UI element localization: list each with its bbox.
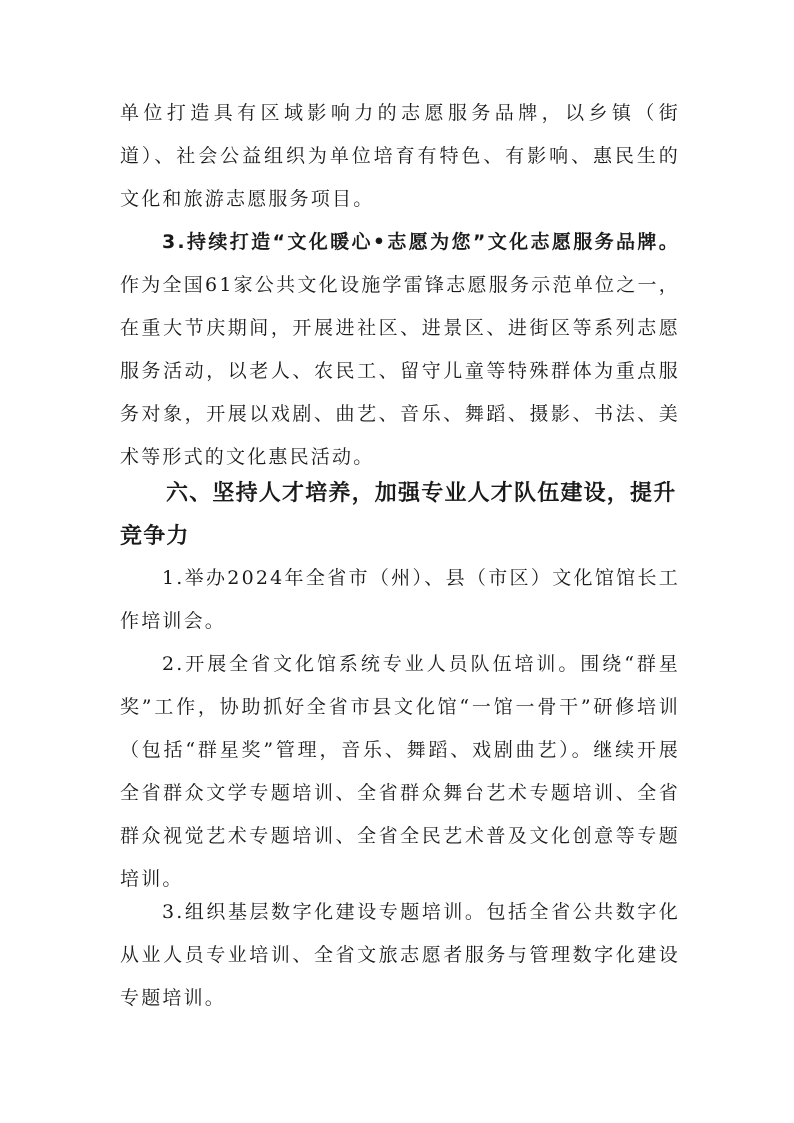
section-6-item-3: 3.组织基层数字化建设专题培训。包括全省公共数字化从业人员专业培训、全省文旅志愿者服务与管理数字化建设专题培训。 — [120, 901, 680, 1009]
paragraph-brand-3-title: 3.持续打造“文化暖心•志愿为您”文化志愿服务品牌。 — [162, 231, 680, 253]
section-6-item-2: 2.开展全省文化馆系统专业人员队伍培训。围绕“群星奖”工作，协助抓好全省市县文化馆“一馆一骨干”研修培训（包括“群星奖”管理，音乐、舞蹈、戏剧曲艺）。继续开展全省群众文学专题培训、全省群众舞台艺术专题培训、全省群众视觉艺术专题培训、全省全民艺术普及文化创意等专题培训。 — [120, 653, 680, 890]
paragraph-brand-3 — [120, 221, 680, 479]
paragraph-continuation: 单位打造具有区域影响力的志愿服务品牌，以乡镇（街道）、社会公益组织为单位培育有特色、有影响、惠民生的文化和旅游志愿服务项目。 — [120, 102, 680, 210]
section-6-item-1: 1.举办2024年全省市（州）、县（市区）文化馆馆长工作培训会。 — [120, 567, 680, 632]
section-6-heading: 六、坚持人才培养，加强专业人才队伍建设，提升竞争力 — [120, 481, 677, 549]
paragraph-brand-3-body: 作为全国61家公共文化设施学雷锋志愿服务示范单位之一，在重大节庆期间，开展进社区、进景区、进街区等系列志愿服务活动，以老人、农民工、留守儿童等特殊群体为重点服务对象，开展以戏剧、曲艺、音乐、舞蹈、摄影、书法、美术等形式的文化惠民活动。 — [120, 274, 680, 468]
